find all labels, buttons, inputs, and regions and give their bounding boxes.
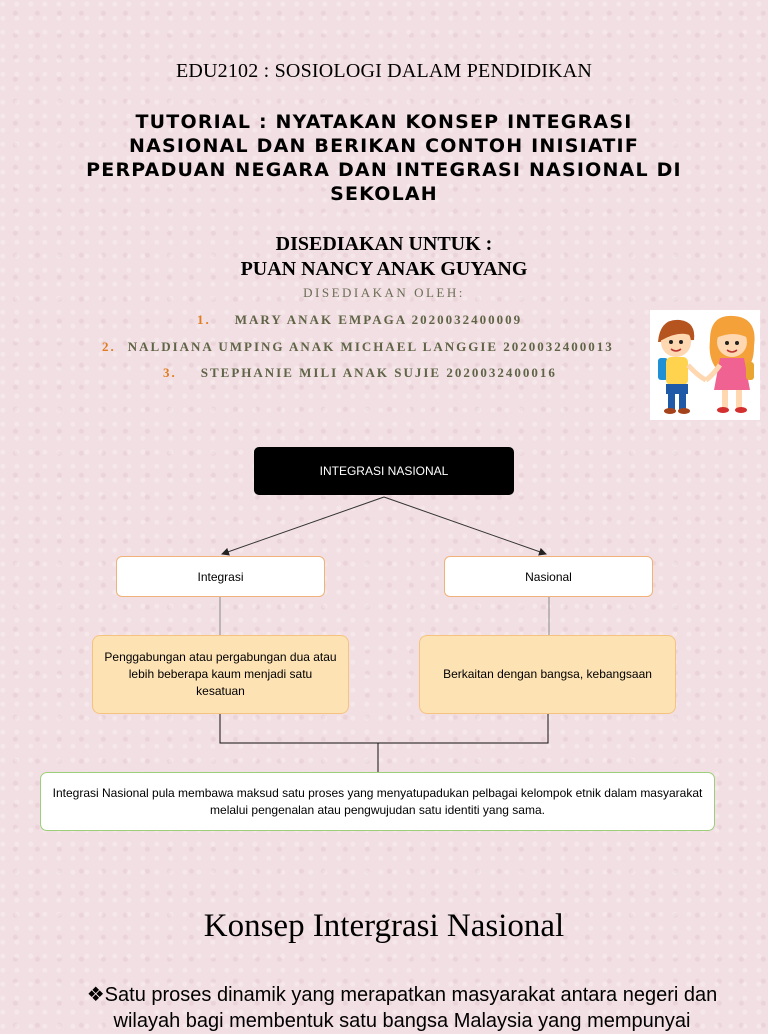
merge-bracket xyxy=(220,714,548,743)
member-name: MARY ANAK EMPAGA 2020032400009 xyxy=(234,312,523,327)
integrasi-definition: Penggabungan atau pergabungan dua atau lebih beberapa kaum menjadi satu kesatuan xyxy=(92,635,349,714)
member-number: 1. xyxy=(197,312,211,327)
member-number: 2. xyxy=(102,339,116,354)
nasional-definition: Berkaitan dengan bangsa, kebangsaan xyxy=(419,635,676,714)
arrow-to-integrasi xyxy=(222,497,384,554)
course-title: EDU2102 : SOSIOLOGI DALAM PENDIDIKAN xyxy=(175,60,593,82)
tutorial-title: TUTORIAL : NYATAKAN KONSEP INTEGRASI NASIONAL DAN BERIKAN CONTOH INISIATIF PERPADUAN NEGARA DAN INTEGRASI NASIONAL DI SEKOLAH xyxy=(86,111,682,205)
integrasi-node: Integrasi xyxy=(116,556,325,597)
arrow-to-nasional xyxy=(384,497,546,554)
diamond-bullet-icon: ❖ xyxy=(86,984,105,1006)
combined-definition: Integrasi Nasional pula membawa maksud satu proses yang menyatupadukan pelbagai kelompok etnik dalam masyarakat melalui pengenalan atau pengwujudan satu identiti yang sama. xyxy=(40,772,715,831)
nasional-node: Nasional xyxy=(444,556,653,597)
lecturer-name: PUAN NANCY ANAK GUYANG xyxy=(240,258,528,280)
prepared-by-label: DISEDIAKAN OLEH: xyxy=(303,285,465,300)
member-name: STEPHANIE MILI ANAK SUJIE 2020032400016 xyxy=(200,365,557,380)
member-name: NALDIANA UMPING ANAK MICHAEL LANGGIE 2020032400013 xyxy=(127,339,614,354)
bullet-text: Satu proses dinamik yang merapatkan masyarakat antara negeri dan wilayah bagi membentuk satu bangsa Malaysia yang mempunyai xyxy=(104,984,718,1032)
root-node: INTEGRASI NASIONAL xyxy=(254,447,514,495)
prepared-for-label: DISEDIAKAN UNTUK : xyxy=(275,233,493,255)
member-number: 3. xyxy=(163,365,177,380)
bullet-point xyxy=(62,982,742,1034)
section-heading: Konsep Intergrasi Nasional xyxy=(203,908,565,944)
